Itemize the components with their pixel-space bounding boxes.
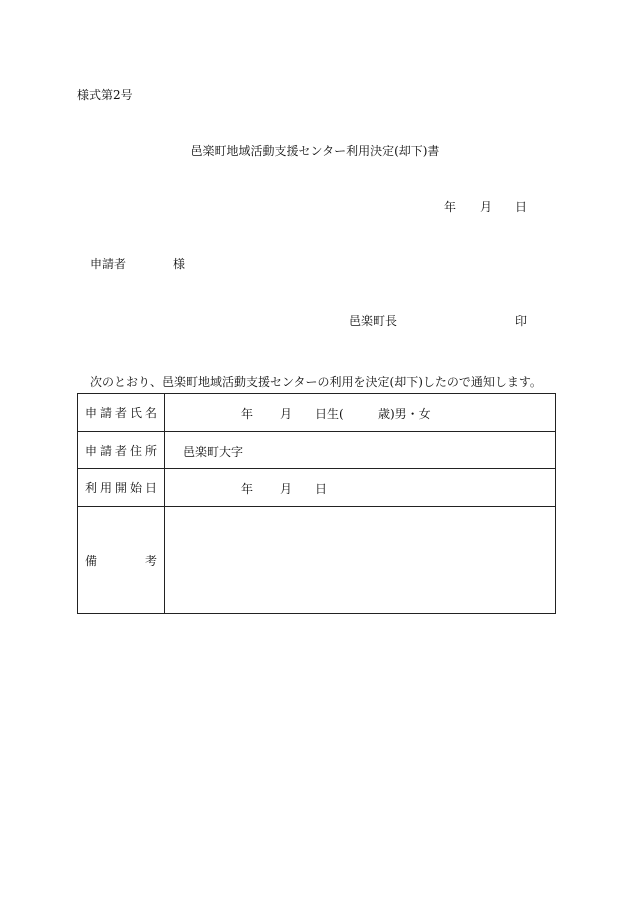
label-char: 考 — [144, 553, 157, 568]
form-number: 様式第2号 — [77, 88, 133, 102]
label-char: 備 — [85, 553, 98, 568]
start-day: 日 — [315, 482, 328, 496]
age-gender: 歳)男・女 — [378, 407, 431, 421]
label-char: 氏 — [129, 406, 142, 420]
applicant-label: 申請者 — [90, 257, 127, 271]
table-row-remarks — [78, 507, 556, 614]
label-char: 始 — [129, 481, 142, 495]
value-applicant-name[interactable] — [165, 394, 556, 432]
date-day: 日 — [515, 200, 528, 214]
birth-day: 日生( — [315, 407, 344, 421]
date-year: 年 — [444, 200, 457, 214]
label-char: 申 — [85, 443, 98, 458]
label-char: 利 — [85, 481, 98, 495]
applicant-honorific: 様 — [173, 257, 186, 271]
label-remarks — [78, 507, 165, 614]
label-start-date — [78, 469, 165, 507]
label-char: 所 — [144, 443, 157, 458]
seal-mark: 印 — [515, 314, 528, 328]
date-month: 月 — [480, 200, 493, 214]
label-applicant-address — [78, 432, 165, 469]
label-char: 住 — [129, 443, 142, 458]
birth-month: 月 — [280, 407, 293, 421]
label-applicant-name — [78, 394, 165, 432]
label-char: 用 — [99, 481, 112, 495]
decision-table — [77, 393, 556, 614]
start-month: 月 — [280, 482, 293, 496]
label-char: 申 — [85, 406, 98, 420]
label-char: 請 — [99, 406, 112, 420]
document-title: 邑楽町地域活動支援センター利用決定(却下)書 — [190, 144, 440, 158]
label-char: 日 — [144, 481, 157, 495]
address-prefix: 邑楽町大字 — [183, 445, 244, 459]
value-applicant-address[interactable] — [165, 432, 556, 469]
birth-year: 年 — [241, 407, 254, 421]
notice-text: 次のとおり、邑楽町地域活動支援センターの利用を決定(却下)したので通知します。 — [90, 375, 542, 389]
table-row-applicant-address — [78, 432, 556, 469]
label-char: 者 — [114, 406, 127, 420]
value-remarks[interactable] — [165, 507, 556, 614]
start-year: 年 — [241, 482, 254, 496]
label-char: 開 — [114, 481, 127, 495]
label-char: 者 — [114, 443, 127, 458]
value-start-date[interactable] — [165, 469, 556, 507]
table-row-applicant-name — [78, 394, 556, 432]
table-row-start-date — [78, 469, 556, 507]
issuer-name: 邑楽町長 — [349, 314, 398, 328]
label-char: 名 — [144, 406, 157, 420]
label-char: 請 — [99, 443, 112, 458]
